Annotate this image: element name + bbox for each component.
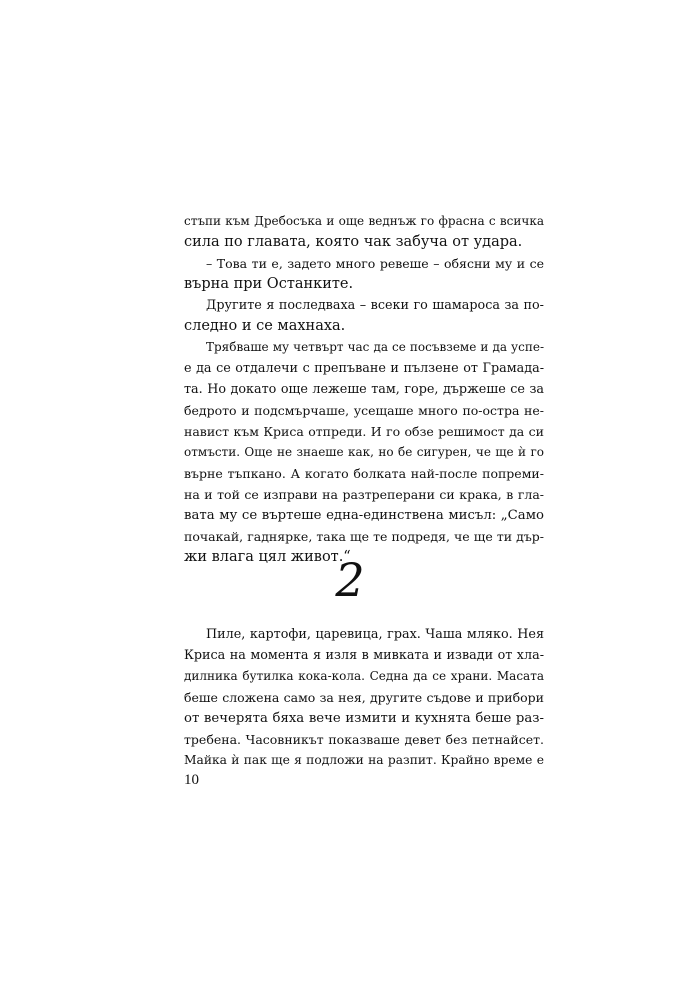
text-line: беше сложена само за нея, другите съдове и прибори [184,690,544,705]
text-line: върна при Останките. [184,276,354,292]
text-line: Трябваше му четвърт час да се посъвземе и да успе- [206,340,544,354]
page-number: 10 [184,772,199,788]
text-section-2 [184,624,544,771]
text-line: Майка ѝ пак ще я подложи на разпит. Крайно време е [184,753,544,767]
text-line: дилника бутилка кока-кола. Седна да се храни. Масата [184,669,544,683]
text-line: – Това ти е, задето много ревеше – обясни му и се [206,256,544,271]
text-line: стъпи към Дребосъка и още веднъж го фрасна с всичка [184,214,544,228]
text-line: жи влага цял живот.“ [184,549,351,565]
text-line: почакай, гаднярке, така ще те подредя, че ще ти дър- [184,529,544,544]
text-line: сила по главата, която чак забуча от удара. [184,234,523,250]
text-line: е да се отдалечи с препъване и пълзене от Грамада- [184,361,544,376]
text-line: Другите я последваха – всеки го шамароса за по- [206,298,544,313]
text-line: следно и се махнаха. [184,318,346,334]
text-line: бедрото и подсмърчаше, усещаше много по-остра не- [184,403,544,418]
text-line: требена. Часовникът показваше девет без петнайсет. [184,732,544,747]
text-line: върне тъпкано. А когато болката най-после попреми- [184,466,544,481]
text-line: та. Но докато още лежеше там, горе, държеше се за [184,382,544,397]
text-section-1 [184,211,544,568]
text-line: навист към Криса отпреди. И го обзе решимост да си [184,424,544,439]
chapter-number: 2 [335,553,365,607]
text-line: Пиле, картофи, царевица, грах. Чаша мляко. Нея [206,627,544,642]
text-line: Криса на момента я изля в мивката и извади от хла- [184,648,544,663]
text-line: на и той се изправи на разтреперани си крака, в гла- [184,487,544,502]
text-line: вата му се въртеше една-единствена мисъл: „Само [184,508,544,523]
text-line: отмъсти. Още не знаеше как, но бе сигурен, че ще ѝ го [184,445,544,459]
text-line: от вечерята бяха вече измити и кухнята беше раз- [184,711,544,726]
